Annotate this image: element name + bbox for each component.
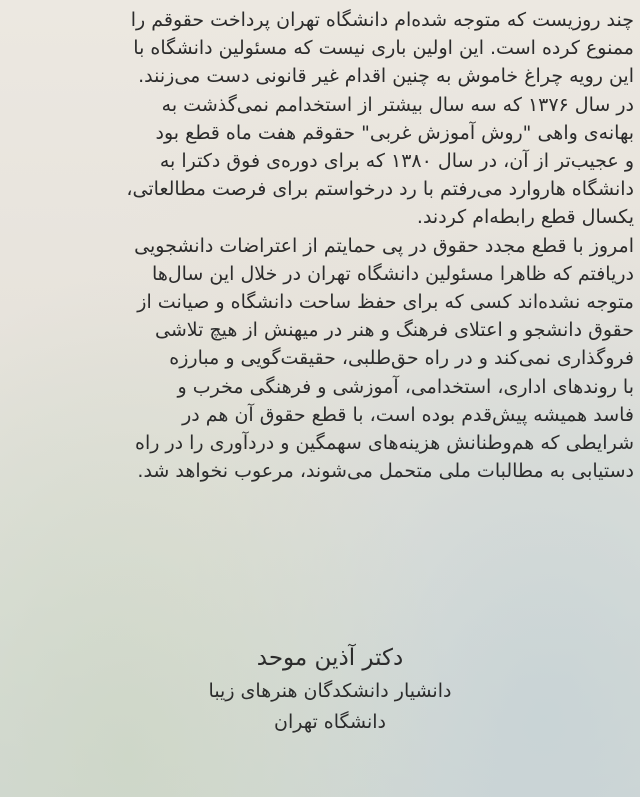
signature-institution: دانشگاه تهران xyxy=(273,711,386,733)
letter-body xyxy=(6,6,634,485)
text-line: و عجیب‌تر از آن، در سال ۱۳۸۰ که برای دوره‌ی فوق دکترا به xyxy=(159,150,634,173)
text-line: دستیابی به مطالبات ملی متحمل می‌شوند، مرعوب نخواهد شد. xyxy=(137,460,634,483)
paragraph-3 xyxy=(6,232,634,486)
text-line: دریافتم که ظاهرا مسئولین دانشگاه تهران در خلال این سال‌ها xyxy=(152,262,634,285)
text-line: دانشگاه هاروارد می‌رفتم با رد درخواستم برای فرصت مطالعاتی، xyxy=(126,178,634,201)
text-line: این رویه چراغ خاموش به چنین اقدام غیر قانونی دست می‌زنند. xyxy=(138,65,634,88)
text-line: متوجه نشده‌اند کسی که برای حفظ ساحت دانشگاه و صیانت از xyxy=(137,291,634,314)
text-line: بهانه‌ی واهی "روش آموزش غربی" حقوقم هفت ماه قطع بود xyxy=(155,121,634,144)
text-line: ممنوع کرده است. این اولین باری نیست که مسئولین دانشگاه با xyxy=(133,37,634,60)
text-line: امروز با قطع مجدد حقوق در پی حمایتم از اعتراضات دانشجویی xyxy=(134,234,634,257)
text-line: شرایطی که هم‌وطنانش هزینه‌های سهمگین و دردآوری را در راه xyxy=(135,432,634,455)
text-line: با روندهای اداری، استخدامی، آموزشی و فرهنگی مخرب و xyxy=(177,375,634,398)
text-line: فروگذاری نمی‌کند و در راه حق‌طلبی، حقیقت‌گویی و مبارزه xyxy=(169,347,634,370)
signature-name: دکتر آذین موحد xyxy=(256,645,404,671)
text-line: فاسد همیشه پیش‌قدم بوده است، با قطع حقوق آن هم در xyxy=(182,403,634,426)
paragraph-2 xyxy=(6,91,634,232)
signature-block xyxy=(0,640,640,738)
paragraph-1 xyxy=(6,6,634,91)
text-line: چند روزیست که متوجه شده‌ام دانشگاه تهران پرداخت حقوقم را xyxy=(130,9,634,31)
text-line: حقوق دانشجو و اعتلای فرهنگ و هنر در میهنش از هیچ تلاشی xyxy=(155,319,634,342)
text-line: یکسال قطع رابطه‌ام کردند. xyxy=(416,206,634,229)
signature-title: دانشیار دانشکدگان هنرهای زیبا xyxy=(208,680,452,702)
text-line: در سال ۱۳۷۶ که سه سال بیشتر از استخدامم نمی‌گذشت به xyxy=(161,93,634,116)
